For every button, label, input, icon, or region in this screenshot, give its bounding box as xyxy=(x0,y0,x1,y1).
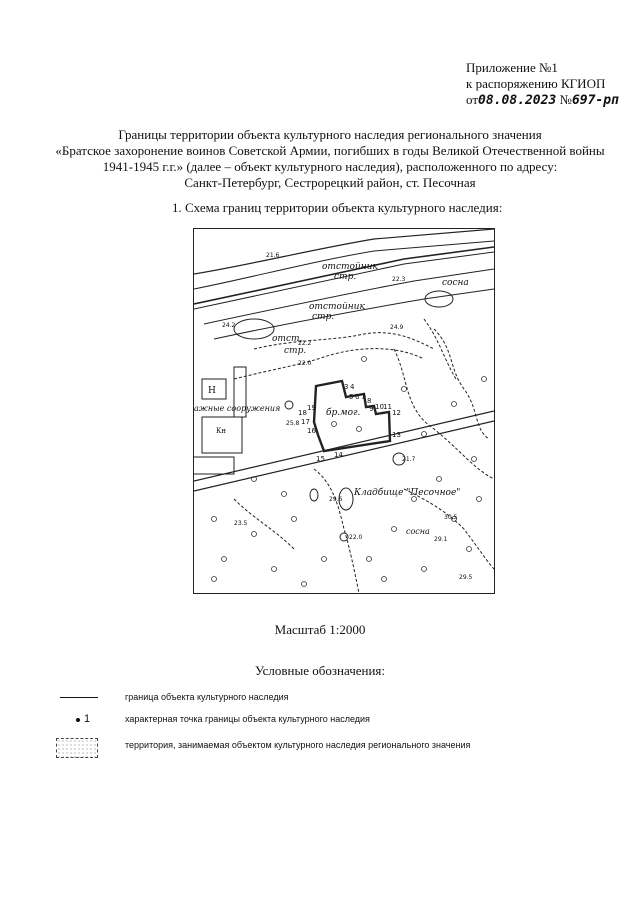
point-7: 7 xyxy=(361,393,366,401)
legend-item-territory: территория, занимаемая объектом культурного наследия регионального значения xyxy=(125,740,471,750)
elev-12: 23.5 xyxy=(234,520,248,527)
label-kladbishche: Кладбище "Песочное" xyxy=(354,488,461,498)
legend-point-symbol xyxy=(76,718,80,722)
elev-10: 29.5 xyxy=(459,574,473,581)
elev-13: 21.7 xyxy=(402,456,416,463)
label-br-mog: бр.мог. xyxy=(326,408,361,418)
label-otstoinik-1: отстойник xyxy=(322,262,378,272)
legend-boundary-line-symbol xyxy=(60,697,98,698)
elev-9: 30.5 xyxy=(444,514,458,521)
point-16: 16 xyxy=(307,427,316,435)
legend-item-boundary: граница объекта культурного наследия xyxy=(125,692,289,702)
map-scale: Масштаб 1:2000 xyxy=(274,622,366,637)
elev-11: 29.1 xyxy=(434,536,448,543)
label-sosna: сосна xyxy=(442,278,469,288)
legend-point-number: 1 xyxy=(84,713,91,725)
point-3: 3 xyxy=(344,383,349,391)
handwritten-date: 08.08.2023 xyxy=(478,93,557,108)
elev-3: 24.2 xyxy=(222,322,236,329)
label-str-2: стр. xyxy=(312,312,335,322)
map-drawing xyxy=(194,229,494,593)
number-prefix: № xyxy=(559,92,572,107)
point-18: 18 xyxy=(298,409,307,417)
elev-14: 22.0 xyxy=(349,534,363,541)
legend-item-point: характерная точка границы объекта культурного наследия xyxy=(125,714,370,724)
point-13: 13 xyxy=(392,431,401,439)
appendix-order-ref: к распоряжению КГИОП xyxy=(466,76,606,91)
elev-1: 21.6 xyxy=(266,252,280,259)
legend-territory-symbol xyxy=(56,738,98,758)
point-4: 4 xyxy=(350,383,355,391)
label-sooruzheniya: ажные сооружения xyxy=(194,404,281,413)
point-6: 6 xyxy=(355,393,360,401)
point-11: 11 xyxy=(383,403,392,411)
title-line-3: 1941-1945 г.г.» (далее – объект культурного наследия), расположенного по адресу: xyxy=(102,159,558,174)
point-10: 10 xyxy=(375,403,384,411)
boundary-map xyxy=(193,228,495,594)
elev-7: 25.8 xyxy=(286,420,300,427)
point-17: 17 xyxy=(301,418,310,426)
label-otst-3: отст. xyxy=(272,334,303,344)
point-12: 12 xyxy=(392,409,401,417)
point-9: 9 xyxy=(369,405,374,413)
label-str-3: стр. xyxy=(284,346,307,356)
label-kn: Кн xyxy=(216,427,227,435)
date-prefix: от xyxy=(466,92,479,107)
title-line-1: Границы территории объекта культурного наследия регионального значения xyxy=(118,127,542,142)
document-title xyxy=(30,127,630,191)
title-line-4: Санкт-Петербург, Сестрорецкий район, ст. Песочная xyxy=(184,175,476,190)
label-h: Н xyxy=(208,386,216,396)
label-otstoinik-2: отстойник xyxy=(309,302,365,312)
elev-6: 22.0 xyxy=(298,360,312,367)
elev-2: 22.3 xyxy=(392,276,406,283)
label-str-1: стр. xyxy=(334,272,357,282)
label-sosna-2: сосна xyxy=(406,527,430,536)
appendix-number: Приложение №1 xyxy=(466,60,558,75)
point-19: 19 xyxy=(307,404,316,412)
elev-8: 29.6 xyxy=(329,496,343,503)
legend-title: Условные обозначения: xyxy=(254,663,386,678)
handwritten-number: 697-рп xyxy=(571,93,619,108)
point-14: 14 xyxy=(334,451,343,459)
section-heading: 1. Схема границ территории объекта культурного наследия: xyxy=(172,200,503,215)
elev-4: 24.9 xyxy=(390,324,404,331)
point-8: 8 xyxy=(367,397,372,405)
appendix-date-line xyxy=(466,92,619,109)
title-line-2: «Братское захоронение воинов Советской Армии, погибших в годы Великой Отечественной войны xyxy=(55,143,605,158)
point-5: 5 xyxy=(349,393,354,401)
appendix-header xyxy=(466,60,619,109)
elev-5: 22.2 xyxy=(298,340,312,347)
point-15: 15 xyxy=(316,455,325,463)
